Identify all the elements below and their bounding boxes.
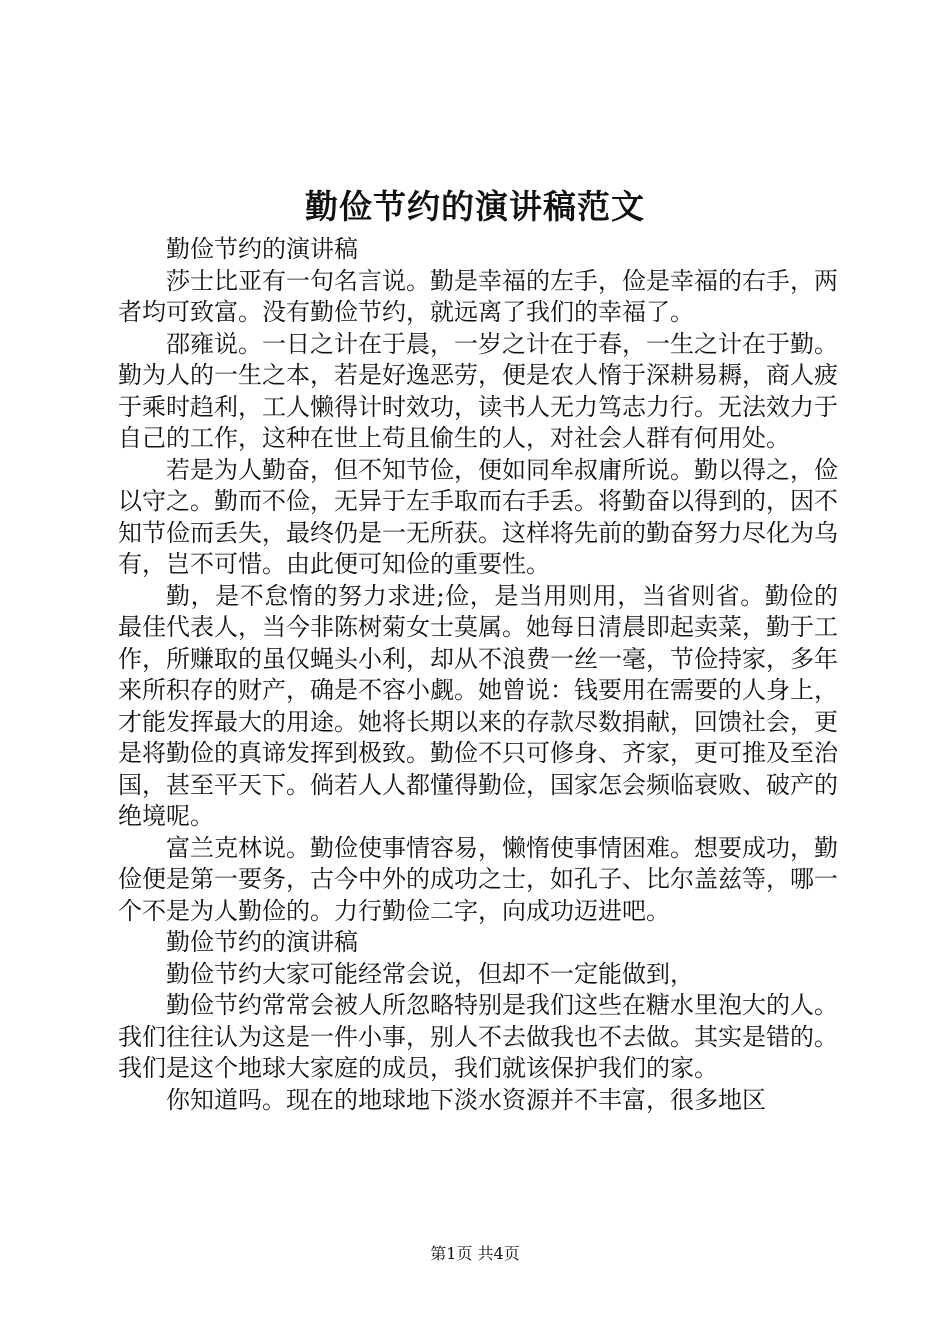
document-body [118, 234, 838, 1116]
paragraph: 勤俭节约的演讲稿 [166, 928, 358, 956]
paragraph: 勤俭节约的演讲稿 [166, 235, 358, 263]
paragraph: 富兰克林说。勤俭使事情容易，懒惰使事情困难。想要成功，勤俭便是第一要务，古今中外的成功之士，如孔子、比尔盖兹等，哪一个不是为人勤俭的。力行勤俭二字，向成功迈进吧。 [118, 833, 838, 925]
page-number-footer: 第1页 共4页 [430, 1244, 520, 1263]
document-title: 勤俭节约的演讲稿范文 [305, 187, 645, 226]
paragraph: 若是为人勤奋，但不知节俭，便如同牟叔庸所说。勤以得之，俭以守之。勤而不俭，无异于左手取而右手丢。将勤奋以得到的，因不知节俭而丢失，最终仍是一无所获。这样将先前的勤奋努力尽化为乌有，岂不可惜。由此便可知俭的重要性。 [118, 455, 838, 578]
paragraph: 勤俭节约常常会被人所忽略特别是我们这些在糖水里泡大的人。我们往往认为这是一件小事，别人不去做我也不去做。其实是错的。我们是这个地球大家庭的成员，我们就该保护我们的家。 [118, 991, 838, 1082]
paragraph: 你知道吗。现在的地球地下淡水资源并不丰富，很多地区 [166, 1085, 766, 1114]
paragraph: 勤，是不怠惰的努力求进;俭，是当用则用，当省则省。勤俭的最佳代表人，当今非陈树菊女士莫属。她每日清晨即起卖菜，勤于工作，所赚取的虽仅蝇头小利，却从不浪费一丝一毫，节俭持家，多年来所积存的财产，确是不容小觑。她曾说：钱要用在需要的人身上，才能发挥最大的用途。她将长期以来的存款尽数捐献，回馈社会，更是将勤俭的真谛发挥到极致。勤俭不只可修身、齐家，更可推及至治国，甚至平天下。倘若人人都懂得勤俭，国家怎会频临衰败、破产的绝境呢。 [118, 581, 838, 830]
paragraph: 莎士比亚有一句名言说。勤是幸福的左手，俭是幸福的右手，两者均可致富。没有勤俭节约，就远离了我们的幸福了。 [118, 266, 838, 326]
paragraph: 勤俭节约大家可能经常会说，但却不一定能做到， [166, 959, 694, 988]
paragraph: 邵雍说。一日之计在于晨，一岁之计在于春，一生之计在于勤。勤为人的一生之本，若是好逸恶劳，便是农人惰于深耕易耨，商人疲于乘时趋利，工人懒得计时效功，读书人无力笃志力行。无法效力于自己的工作，这种在世上苟且偷生的人，对社会人群有何用处。 [118, 329, 838, 452]
